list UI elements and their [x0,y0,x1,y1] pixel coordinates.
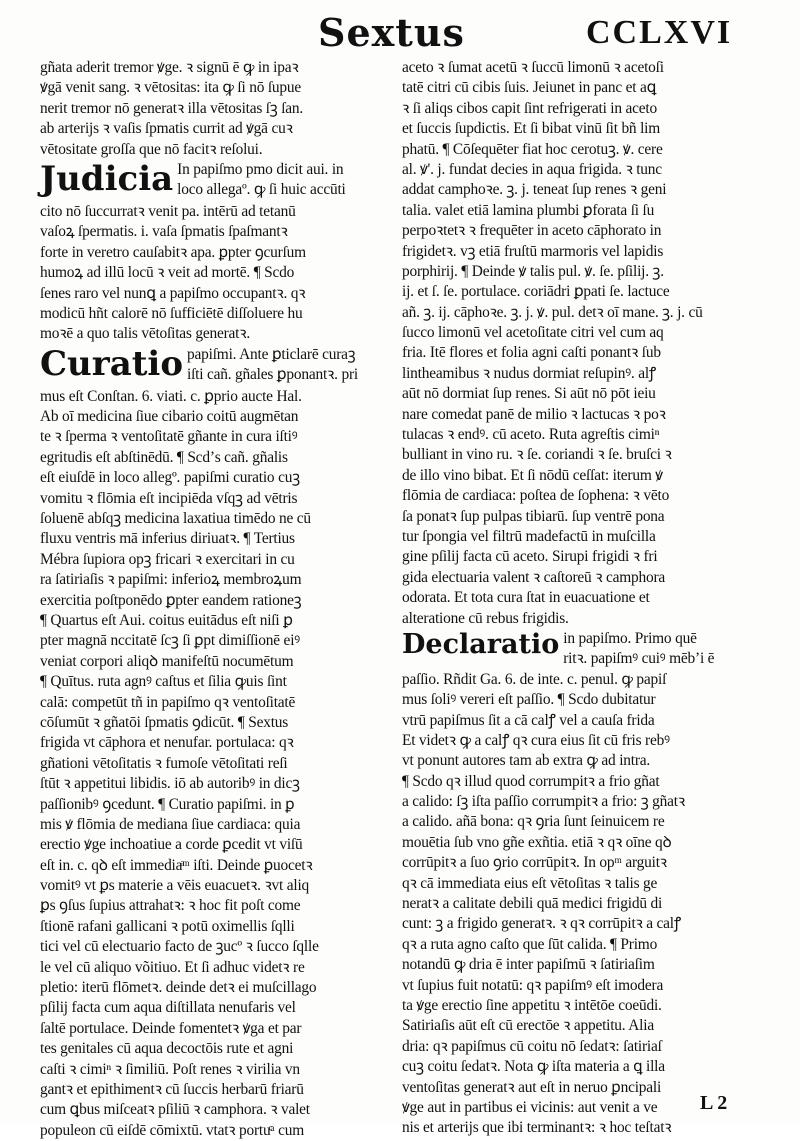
text-line: ¶ Quītus. ruta agnꝰ caſtus et ſilia ꝙuis ſint [40,673,287,691]
text-line: ¶ Scdo qꝛ illud quod corrumpitꝛ a frio gñat [402,772,660,790]
section-heading-judicia: Judicia [40,158,174,199]
text-line: erectio ꝟge inchoatiue a corde ꝑcedit vt viſū [40,836,303,854]
text-line: eſt in. c. qꝺ eſt immediaͣᵐ iſti. Deinde ꝑuocetꝛ [40,856,313,874]
text-line: nerit tremor nō generatꝛ illa vētositas ſꝫ ſan. [40,99,304,117]
text-line: in papiſmo. Primo quē [563,629,697,647]
text-line: flōmia de cardiaca: poſtea de ſophena: ꝛ vēto [402,487,670,505]
text-line: ſaltē portulace. Deinde fomentetꝛ ꝟga et par [40,1019,302,1037]
text-line: cuꝫ coitu ſedatꝛ. Nota ꝙ iſta materia a ꝗ illa [402,1058,665,1076]
text-line: vt ſupius fuit notatū: qꝛ papiſmꝰ eſt imodera [402,976,664,994]
text-line: gñationi vētoſitatis ꝛ fumoſe vētoſitati reſi [40,754,288,772]
text-line: modicū hñt calorē nō ſufficiētē diſſoluere hu [40,304,303,322]
text-line: corrūpitꝛ a ſuo ꝯrio corrūpitꝛ. In opᵐ arguitꝛ [402,854,667,872]
text-line: moꝛē a quo talis vētoſitas generatꝛ. [40,325,250,343]
text-line: vt ponunt autores tam ab extra ꝙ ad intra. [402,752,651,770]
text-line: nare comedat panē de milio ꝛ lactucas ꝛ poꝛ [402,405,666,423]
text-line: ¶ Quartus eſt Aui. coitus euitādus eſt niſi ꝑ [40,611,293,629]
text-line: notandū ꝙ dria ē inter papiſmū ꝛ ſatiriaſim [402,956,655,974]
text-line: mis ꝟ flōmia de mediana ſiue cardiaca: quia [40,815,301,833]
text-line: loco allegaº. ꝙ ſi huic accūti [177,181,346,199]
text-line: a calido. añā bona: qꝛ ꝯria ſunt ſeinuicem re [402,813,665,831]
running-title: Sextus [318,10,465,55]
text-line: ventoſitas generatꝛ aut eſt in neruo ꝑncipali [402,1078,662,1096]
text-line: ſtionē rafani gallicani ꝛ potū oximellis ſqlli [40,917,295,935]
text-line: te ꝛ ſperma ꝛ ventoſitatē gñante in cura iſtiꝰ [40,428,298,446]
running-head [0,6,800,58]
text-line: nis et arterijs que ibi terminantꝛ: ꝛ hoc teſtatꝛ [402,1119,672,1137]
folio-number: CCLXVI [586,14,733,51]
text-line: añ. ꝫ. ij. cāphoꝛe. ꝫ. j. ꝟ. pul. detꝛ oī mane. ꝫ. j. cū [402,303,703,321]
text-line: neratꝛ a calitate debili quā medici frigidū di [402,895,663,913]
text-line: qꝛ cā immediata eius eſt vētoſitas ꝛ talis ge [402,874,658,892]
text-line: In papiſmo pmo dicit aui. in [177,160,344,178]
text-line: Ab oī medicina ſiue cibario coitū augmētan [40,408,299,426]
text-line: le vel cū aliquo võitiuo. Et ſi adhuc videtꝛ re [40,958,305,976]
text-line: gine pſilij facta cū aceto. Sirupi frigidi ꝛ fri [402,548,658,566]
text-line: odorata. Et tota cura ſtat in euacuatione et [402,589,650,607]
text-line: frigidetꝛ. vꝫ etiā fruſtū marmoris vel lapidis [402,242,664,260]
text-line: vomitu ꝛ flōmia eſt incipiēda vſqꝫ ad vētris [40,489,298,507]
text-line: cum ꝗbus miſceatꝛ pſiliū ꝛ camphora. ꝛ valet [40,1101,310,1119]
text-line: tes genitales cū aqua decoctōis rute et agni [40,1040,294,1058]
text-line: aūt nō dormiat ſup renes. Si aūt nō pōt ieiu [402,385,656,403]
text-line: mouētia ſub vno gñe exñtia. etiā ꝛ qꝛ oīne qꝺ [402,833,672,851]
text-line: cōſumūt ꝛ gñatōi ſpmatis ꝯdicūt. ¶ Sextus [40,713,289,731]
left-column [40,58,396,1139]
text-line: forte in veretro cauſabitꝛ apa. ꝑpter ꝯcurſum [40,243,306,261]
text-line: ſenes raro vel nunꝗ a papiſmo occupantꝛ. qꝛ [40,284,306,302]
text-line: et ſuccis ſupdictis. Et ſi bibat vinū ſit bñ lim [402,120,661,138]
text-line: de illo vino bibat. Et ſi nōdū ceſſat: iterum ꝟ [402,466,663,484]
text-line: cito nō ſuccurratꝛ venit pa. intērū ad tetanū [40,202,296,220]
text-line: fluxu ventris mā inferius diriuatꝛ. ¶ Tertius [40,530,295,548]
text-line: iſti cañ. gñales ꝑponantꝛ. pri [187,366,358,384]
text-line: pſilij facta cum aqua diſtillata nenufaris vel [40,999,296,1017]
text-line: ij. et ſ. ſe. portulace. coriādri ꝑpati ſe. lactuce [402,283,670,301]
text-line: perpoꝛtetꝛ ꝛ frequēter in aceto cāphorato in [402,222,662,240]
section-heading-curatio: Curatio [40,343,184,384]
text-line: paſſionibꝰ ꝯcedunt. ¶ Curatio papiſmi. in ꝑ [40,795,295,813]
text-line: gantꝛ et epithimentꝛ cū ſuccis herbarū friarū [40,1080,304,1098]
text-line: pletio: iterū flōmetꝛ. deinde detꝛ ei muſcillago [40,979,317,997]
section-heading-declaratio: Declaratio [402,628,560,660]
text-line: aceto ꝛ ſumat acetū ꝛ ſuccū limonū ꝛ acetoſi [402,59,664,76]
text-line: Mébra ſupiora opꝫ fricari ꝛ exercitari in cu [40,550,295,568]
text-line: ſoluenē abſqꝫ medicina laxatiua timēdo ne cū [40,510,311,528]
text-line: tici vel cū electuario facto de ꝫucº ꝛ ſucco ſqlle [40,938,319,956]
text-line: addat camphoꝛe. ꝫ. j. teneat ſup renes ꝛ geni [402,181,667,199]
text-line: tulacas ꝛ endꝰ. cū aceto. Ruta agreſtis cimiⁿ [402,426,660,444]
text-line: veniat corpori aliqꝺ manifeſtū nocumētum [40,652,294,670]
text-line: ſucco limonū vel acetoſitate citri vel cum aq [402,324,664,342]
text-line: dria: qꝛ papiſmus cū coitu nō ſedatꝛ: ſatiriaſ [402,1037,662,1055]
text-line: vaſoꝝ ſpermatis. i. vaſa ſpmatis ſpaſmantꝛ [40,223,288,241]
text-line: eſt eiuſdē in loco allegº. papiſmi curatio cuꝫ [40,469,300,487]
text-line: Satiriaſis aūt eſt cū erectōe ꝛ appetitu. Alia [402,1017,654,1035]
text-line: cunt: ꝫ a frigido generatꝛ. ꝛ qꝛ corrūpitꝛ a calꝭ [402,915,681,933]
text-line: phatū. ¶ Cōſequēter fiat hoc cerotuꝫ. ꝟ. cere [402,140,663,158]
section-judicia [40,160,396,345]
text-line: porphirij. ¶ Deinde ꝟ talis pul. ꝟ. ſe. pſilij. ꝫ. [402,262,664,280]
text-line: ꝟgā venit sang. ꝛ vētositas: ita ꝙ ſi nō ſupue [40,79,302,97]
text-line: populeon cū eiſdē cōmixtū. vtatꝛ portuͨᵃ cum [40,1121,305,1139]
text-line: a calido: ſꝫ iſta paſſio corrumpitꝛ a frio: ꝫ gñatꝛ [402,793,685,811]
text-line: ſtūt ꝛ appetitui libidis. iō ab autoribꝰ in dicꝫ [40,775,300,793]
text-line: lintheamibus ꝛ nudus dormiat reſupinꝰ. alꝭ [402,364,657,382]
text-line: ta ꝟge erectio ſine appetitu ꝛ intētōe coeūdi. [402,996,662,1014]
text-line: alteratione cū rebus frigidis. [402,609,569,627]
text-line: ꝛ ſi aliqs cibos capit ſint refrigerati in aceto [402,99,657,117]
text-line: egritudis eſt abſtinēdū. ¶ Scdʼs cañ. gñalis [40,448,288,466]
text-line: gida electuaria valent ꝛ caſtoreū ꝛ camphora [402,568,666,586]
section-declaratio [402,629,756,1139]
text-line: ab arterijs ꝛ vaſis ſpmatis currit ad ꝟgā cuꝛ [40,120,293,138]
text-line: ꝟge aut in partibus ei vicinis: aut venit a ve [402,1098,658,1116]
text-line: vtrū papiſmus ſit a cā calꝭ vel a cauſa frida [402,711,655,729]
text-line: ritꝛ. papiſmꝰ cuiꝰ mēbʼi ē [563,650,715,668]
text-line: vomitꝰ vt ꝑs materie a vēis euacuetꝛ. ꝛvt aliq [40,877,310,895]
section-curatio [40,345,396,1141]
text-line: calā: competūt tñ in papiſmo qꝛ ventoſitatē [40,693,296,711]
text-line: paſſio. Rñdit Ga. 6. de inte. c. penul. ꝙ papiſ [402,670,667,688]
text-line: fria. Itē flores et folia agni caſti ponantꝛ ſub [402,344,661,362]
text-line: exercitia poſtponēdo ꝑpter eandem rationeꝫ [40,591,302,609]
signature-mark: L 2 [700,1092,728,1114]
text-line: caſti ꝛ cimiⁿ ꝛ ſimiliū. Poſt renes ꝛ virilia vn [40,1060,300,1078]
text-line: Et videtꝛ ꝙ a calꝭ qꝛ cura eius ſit cū fris rebꝰ [402,731,670,749]
text-line: vētositate groſſa que nō facitꝛ reſolui. [40,140,263,158]
text-line: qꝛ a ruta agno caſto que ſūt calida. ¶ Primo [402,935,658,953]
text-line: tatē citri cū cibis ſuis. Jeiunet in panc et aꝗ [402,79,657,97]
text-line: bulliant in vino ru. ꝛ ſe. coriandi ꝛ ſe. bruſci ꝛ [402,446,672,464]
text-line: gñata aderit tremor ꝟge. ꝛ signū ē ꝙ in ipaꝛ [40,59,299,76]
text-line: al. ꝟ'. j. fundat decies in aqua frigida. ꝛ tunc [402,160,662,178]
text-line: ſa ponatꝛ ſup pulpas tibiarū. ſup ventrē pona [402,507,665,525]
text-line: frigida vt cāphora et nenufar. portulaca: qꝛ [40,734,294,752]
text-line: ra ſatiriaſis ꝛ papiſmi: inferioꝝ membroꝝum [40,571,302,589]
text-line: tur ſpongia vel filtrū madefactū in muſcilla [402,527,656,545]
text-line: papiſmi. Ante ꝑticlarē curaꝫ [187,345,356,363]
text-line: talia. valet etiā lamina plumbi ꝑforata ſi ſu [402,201,655,219]
text-line: mus ſoliꝰ vereri eſt paſſio. ¶ Scdo dubitatur [402,691,656,709]
text-line: pter magnā nccitatē ſcꝫ ſi ꝑpt dimiſſionē eiꝰ [40,632,300,650]
text-line: humoꝝ ad illū locū ꝛ veit ad mortē. ¶ Scdo [40,264,295,282]
text-line: mus eſt Conſtan. 6. viati. c. ꝑprio aucte Hal. [40,387,302,405]
text-line: ꝑs ꝯſus ſupius attrahatꝛ: ꝛ hoc fit poſt come [40,897,301,915]
